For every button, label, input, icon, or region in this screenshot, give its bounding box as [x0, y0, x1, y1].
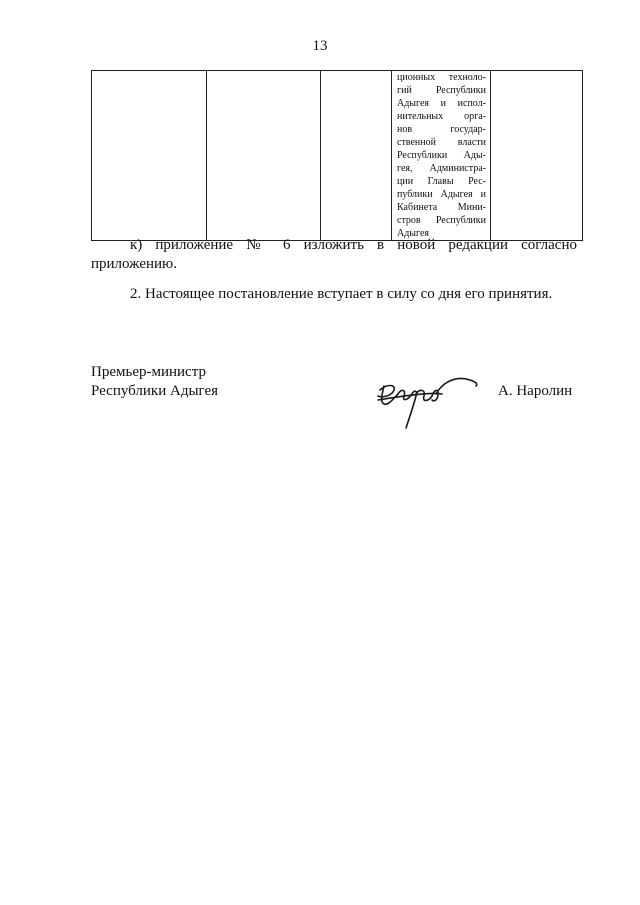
signatory-title: [91, 363, 218, 401]
table-cell-empty: [491, 71, 583, 241]
signatory-title-line-2: Республики Адыгея: [91, 383, 219, 399]
table-cell-line: Кабинета Мини-: [397, 202, 486, 213]
table-cell-empty: [321, 71, 392, 241]
continuation-table: [91, 70, 583, 241]
amendment-paragraph-k: к) приложение № 6 изложить в новой редакции согласно приложению.: [91, 237, 577, 272]
table-cell-line: публики Адыгея и: [397, 189, 486, 200]
table-cell-line: гея, Администра-: [397, 163, 486, 174]
table-cell-line: ции Главы Рес-: [397, 176, 486, 187]
table-cell-empty: [92, 71, 207, 241]
table-cell-line: Адыгея: [397, 228, 430, 239]
table-cell-line: Республики Ады-: [397, 150, 486, 161]
table-cell-authorities: [392, 71, 491, 241]
table-cell-line: ционных техноло-: [397, 72, 486, 83]
table-cell-line: Адыгея и испол-: [397, 98, 486, 109]
table-cell-line: стров Республики: [397, 215, 486, 226]
signatory-title-line-1: Премьер-министр: [91, 364, 206, 380]
table-cell-line: нов государ-: [397, 124, 486, 135]
table-cell-empty: [207, 71, 321, 241]
table-cell-line: ственной власти: [397, 137, 486, 148]
authorities-text: [392, 71, 490, 240]
table-row: [92, 71, 583, 241]
effective-date-paragraph: 2. Настоящее постановление вступает в силу со дня его принятия.: [130, 286, 553, 302]
handwritten-signature: [372, 372, 482, 442]
table-cell-line: нительных орга-: [397, 111, 486, 122]
signatory-name: А. Наролин: [498, 383, 573, 399]
page-number: 13: [312, 38, 328, 54]
table-cell-line: гий Республики: [397, 85, 486, 96]
